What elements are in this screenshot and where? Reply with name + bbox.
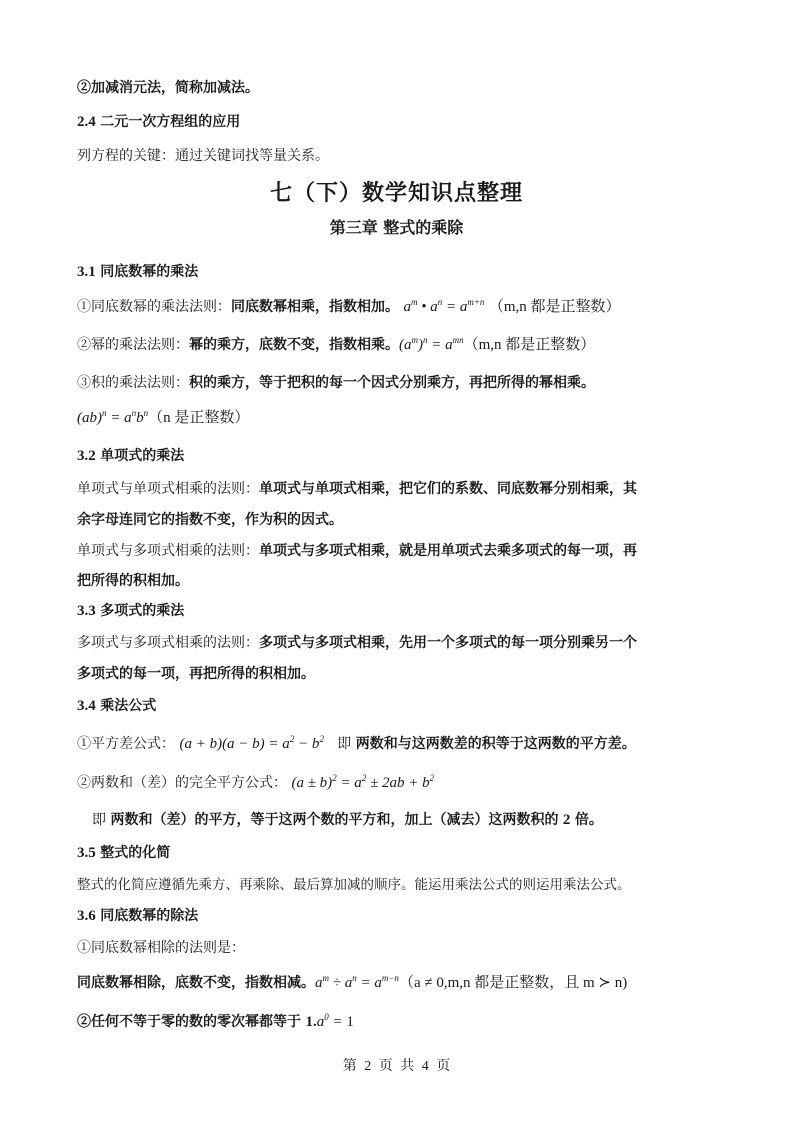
section-title: 同底数幂的乘法 (100, 264, 199, 280)
rule-poly-poly (77, 633, 637, 653)
rule-text: 同底数幂相除，底数不变，指数相减。 (77, 975, 315, 991)
ji-label: 即 (92, 812, 106, 828)
formula: $(a^m)^n = a^{mn}$ (399, 335, 464, 353)
rule-label: ①平方差公式： (77, 736, 175, 752)
section-number: 3.1 (77, 264, 96, 280)
rule-label: ②幂的乘法法则： (77, 337, 189, 353)
section-number: 3.6 (77, 908, 96, 924)
section-heading-3-3 (77, 601, 184, 621)
text-line-elimination: ②加减消元法，简称加减法。 (77, 80, 259, 96)
rule-text: 两数和（差）的平方，等于这两个数的平方和，加上（减去）这两数积的 (110, 812, 559, 828)
rule-text: 单项式与多项式相乘，就是用单项式去乘多项式的每一项，再 (259, 543, 637, 559)
rule-text: 两数和与这两数差的积等于这两数的平方差。 (355, 736, 636, 752)
rule-mono-mono-cont: 余字母连同它的指数不变，作为积的因式。 (77, 512, 343, 528)
page-footer: 第 2 页 共 4 页 (342, 1059, 451, 1074)
section-title: 整式的化简 (100, 845, 171, 861)
formula-difference-of-squares (77, 734, 636, 754)
section-title: 二元一次方程组的应用 (100, 114, 241, 130)
ji-label: 即 (337, 736, 352, 752)
rule-power-of-power (77, 335, 595, 355)
rule-text: 单项式与单项式相乘，把它们的系数、同底数幂分别相乘，其 (259, 481, 637, 497)
formula: $a^m \div a^n = a^{m-n}$ (315, 973, 399, 991)
section-heading-2-4 (77, 112, 240, 132)
rule-poly-poly-cont: 多项式的每一项，再把所得的积相加。 (77, 666, 315, 682)
rule-power-of-product (77, 373, 595, 393)
section-heading-3-5 (77, 843, 170, 863)
formula-power-of-product (77, 408, 249, 428)
text-line-key: 列方程的关键：通过关键词找等量关系。 (77, 148, 329, 164)
rule-label: ②两数和（差）的完全平方公式： (77, 775, 287, 791)
condition: （a ≠ 0,m,n 都是正整数，且 m ≻ n) (398, 975, 628, 991)
condition: （m,n 都是正整数） (463, 337, 596, 353)
condition: （n 是正整数） (148, 410, 250, 426)
section-title: 单项式的乘法 (100, 448, 185, 464)
chapter-title: 第三章 整式的乘除 (329, 218, 464, 237)
formula: $(a \pm b)^2 = a^2 \pm 2ab + b^2$ (291, 773, 435, 791)
rule-mono-poly-cont: 把所得的积相加。 (77, 573, 189, 589)
rule-same-base-divide (77, 973, 627, 993)
formula: $(a + b)(a - b) = a^2 - b^2$ (179, 734, 324, 752)
simplification-text: 整式的化简应遵循先乘方、再乘除、最后算加减的顺序。能运用乘法公式的则运用乘法公式。 (77, 877, 631, 893)
rule-label: 单项式与单项式相乘的法则： (77, 481, 259, 497)
section-heading-3-6 (77, 906, 198, 926)
rule-label: 单项式与多项式相乘的法则： (77, 543, 259, 559)
section-heading-3-4 (77, 696, 156, 716)
perfect-square-explanation (92, 810, 603, 830)
rule-mono-mono (77, 479, 637, 499)
value-one: 1. (305, 1014, 317, 1030)
condition: （m,n 都是正整数） (488, 299, 621, 315)
rule-text-end: 倍。 (574, 812, 603, 828)
formula-perfect-square (77, 773, 434, 793)
section-title: 乘法公式 (100, 698, 157, 714)
rule-label: ③积的乘法法则： (77, 375, 189, 391)
section-heading-3-2 (77, 446, 184, 466)
section-number: 3.2 (77, 448, 96, 464)
rule-text: 同底数幂相乘，指数相加。 (231, 299, 399, 315)
section-number: 3.3 (77, 603, 96, 619)
formula: $a^m$ • $a^n = a^{m+n}$ (403, 297, 485, 315)
rule-division-label: ①同底数幂相除的法则是： (77, 940, 245, 956)
rule-text: 幂的乘方，底数不变，指数相乘。 (189, 337, 399, 353)
section-number: 3.5 (77, 845, 96, 861)
section-number: 3.4 (77, 698, 96, 714)
rule-zero-exponent (77, 1012, 354, 1032)
section-heading-3-1 (77, 262, 198, 282)
rule-label: ①同底数幂的乘法法则： (77, 299, 231, 315)
rule-text: 积的乘方，等于把积的每一个因式分别乘方，再把所得的幂相乘。 (189, 375, 595, 391)
formula: $a^0 = 1$ (316, 1012, 354, 1030)
formula: $(ab)^n = a^nb^n$ (77, 408, 149, 426)
rule-text: 多项式与多项式相乘，先用一个多项式的每一项分别乘另一个 (259, 635, 637, 651)
multiplier: 2 (562, 812, 571, 828)
rule-text: ②任何不等于零的数的零次幂都等于 (77, 1014, 301, 1030)
page-title: 七（下）数学知识点整理 (269, 180, 523, 206)
section-title: 同底数幂的除法 (100, 908, 199, 924)
rule-label: 多项式与多项式相乘的法则： (77, 635, 259, 651)
rule-mono-poly (77, 541, 637, 561)
section-title: 多项式的乘法 (100, 603, 185, 619)
section-number: 2.4 (77, 114, 96, 130)
rule-same-base-multiply (77, 297, 621, 317)
